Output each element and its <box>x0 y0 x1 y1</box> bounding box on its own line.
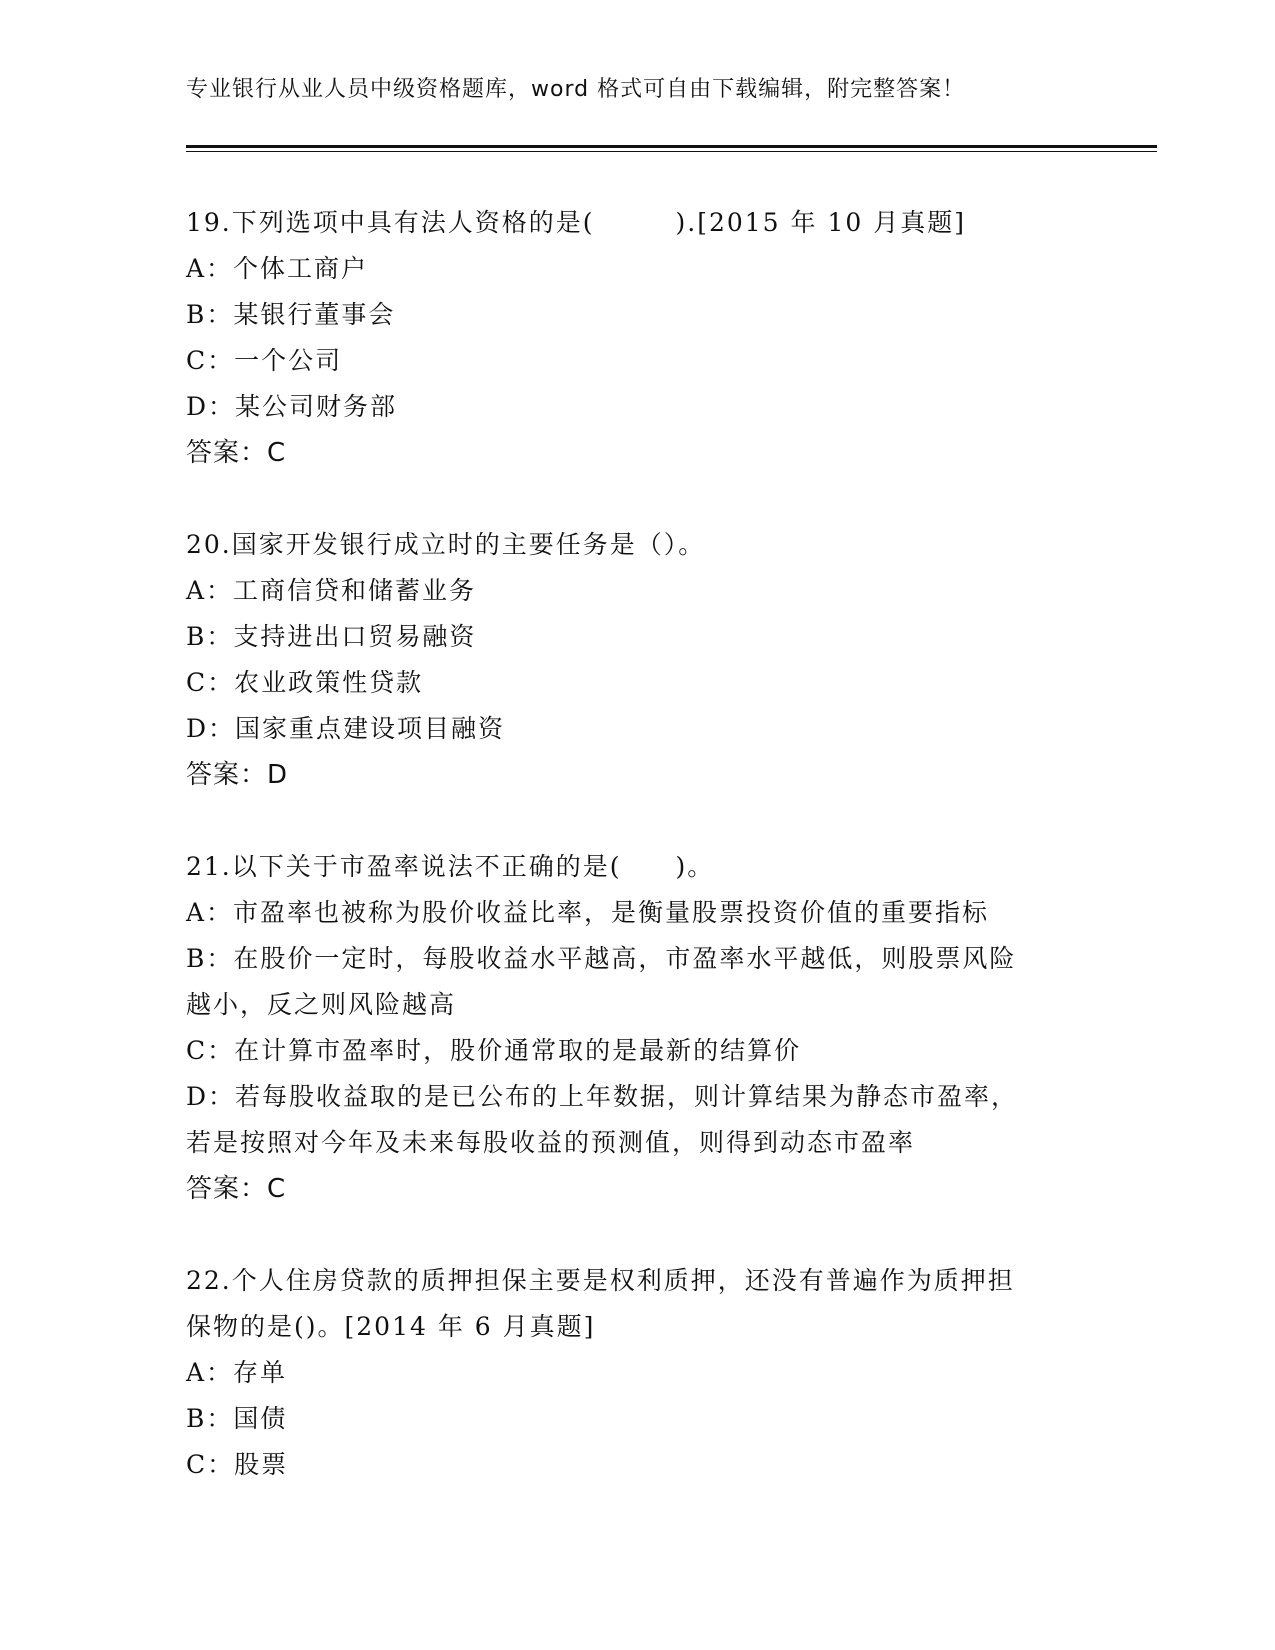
question-20 <box>186 522 1086 798</box>
question-19 <box>186 200 1086 476</box>
question-22 <box>186 1258 1086 1488</box>
option-b: B：支持进出口贸易融资 <box>186 622 477 651</box>
option-b: B：国债 <box>186 1404 288 1433</box>
option-b: B：某银行董事会 <box>186 300 396 329</box>
option-c: C：股票 <box>186 1450 289 1479</box>
option-a: A：市盈率也被称为股价收益比率，是衡量股票投资价值的重要指标 <box>186 898 990 927</box>
question-list <box>186 200 1086 1534</box>
option-a: A：个体工商户 <box>186 254 369 283</box>
question-stem: 20.国家开发银行成立时的主要任务是（）。 <box>186 530 706 559</box>
option-b-continued: 越小，反之则风险越高 <box>186 990 457 1019</box>
header-rule-thin <box>186 151 1157 152</box>
question-stem: 19.下列选项中具有法人资格的是( ).[2015 年 10 月真题] <box>186 208 966 237</box>
option-a: A：存单 <box>186 1358 288 1387</box>
question-21 <box>186 844 1086 1212</box>
answer-line: 答案：C <box>186 1174 287 1204</box>
header-rule-thick <box>186 145 1157 148</box>
answer-line: 答案：C <box>186 438 287 468</box>
option-d: D：国家重点建设项目融资 <box>186 714 506 743</box>
option-c: C：在计算市盈率时，股价通常取的是最新的结算价 <box>186 1036 802 1065</box>
answer-line: 答案：D <box>186 760 289 790</box>
question-stem-continued: 保物的是()。[2014 年 6 月真题] <box>186 1312 596 1341</box>
option-d-continued: 若是按照对今年及未来每股收益的预测值，则得到动态市盈率 <box>186 1128 916 1157</box>
option-c: C：一个公司 <box>186 346 343 375</box>
question-stem: 22.个人住房贷款的质押担保主要是权利质押，还没有普遍作为质押担 <box>186 1266 1015 1295</box>
option-d: D：若每股收益取的是已公布的上年数据，则计算结果为静态市盈率， <box>186 1082 1019 1111</box>
option-b: B：在股价一定时，每股收益水平越高，市盈率水平越低，则股票风险 <box>186 944 1017 973</box>
option-c: C：农业政策性贷款 <box>186 668 424 697</box>
option-d: D：某公司财务部 <box>186 392 398 421</box>
page-header: 专业银行从业人员中级资格题库，word 格式可自由下载编辑，附完整答案！ <box>186 77 966 102</box>
option-a: A：工商信贷和储蓄业务 <box>186 576 477 605</box>
question-stem: 21.以下关于市盈率说法不正确的是( )。 <box>186 852 715 881</box>
